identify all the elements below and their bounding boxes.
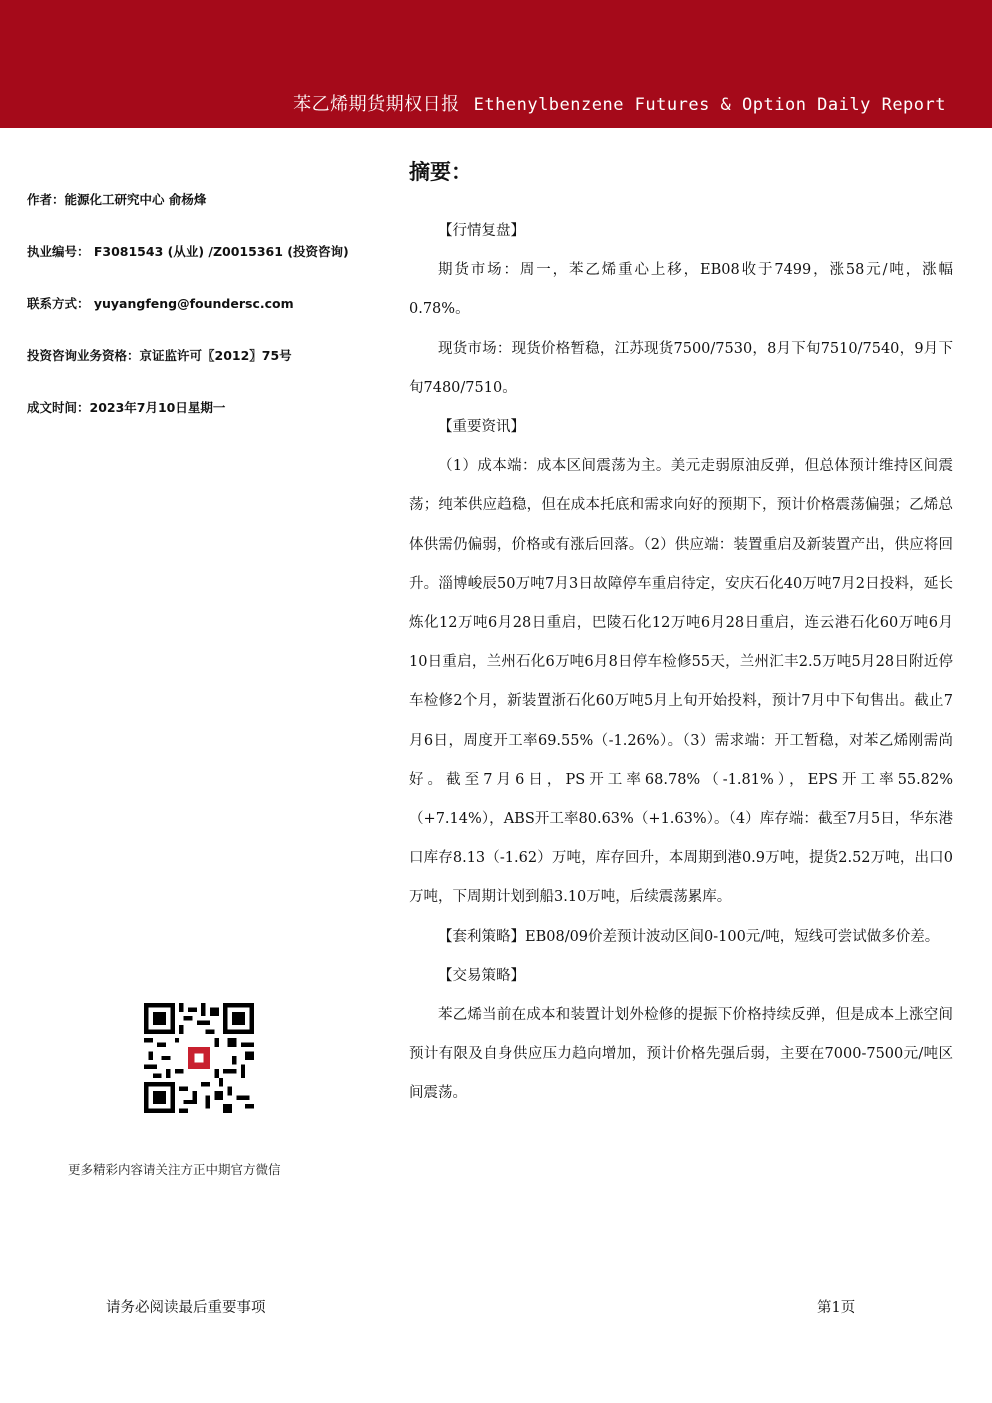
wechat-qr-code-icon [144,1003,254,1113]
report-title [293,90,946,116]
summary-body [409,212,953,1114]
qualification-line: 投资咨询业务资格：京证监许可〖2012〗75号 [27,348,292,363]
qr-caption: 更多精彩内容请关注方正中期官方微信 [68,1162,281,1177]
report-header-banner [0,0,992,128]
contact-line: 联系方式： yuyangfeng@foundersc.com [27,296,294,311]
paragraph-arbitrage-strategy: 【套利策略】EB08/09价差预计波动区间0-100元/吨，短线可尝试做多价差。 [438,928,940,945]
paragraph-trading-strategy: 苯乙烯当前在成本和装置计划外检修的提振下价格持续反弹，但是成本上涨空间预计有限及自身供应压力趋向增加，预计价格先强后弱，主要在7000-7500元/吨区间震荡。 [409,1007,953,1102]
report-title-cn: 苯乙烯期货期权日报 [293,94,460,115]
paragraph-spot-market: 现货市场：现货价格暂稳，江苏现货7500/7530，8月下旬7510/7540，9月下旬7480/7510。 [409,340,953,396]
license-line: 执业编号： F3081543 (从业) /Z0015361 (投资咨询) [27,244,349,259]
section-heading-key-news: 【重要资讯】 [438,419,525,436]
page-number: 第1页 [817,1300,856,1316]
section-heading-trading-strategy: 【交易策略】 [438,967,525,984]
date-line: 成文时间：2023年7月10日星期一 [27,400,226,415]
author-line: 作者：能源化工研究中心 俞杨烽 [27,192,207,207]
paragraph-futures-market: 期货市场：周一，苯乙烯重心上移，EB08收于7499，涨58元/吨，涨幅0.78%。 [409,262,953,318]
report-title-en: Ethenylbenzene Futures & Option Daily Report [473,95,946,115]
section-heading-market-review: 【行情复盘】 [438,223,525,239]
paragraph-key-news: （1）成本端：成本区间震荡为主。美元走弱原油反弹，但总体预计维持区间震荡；纯苯供应趋稳，但在成本托底和需求向好的预期下，预计价格震荡偏强；乙烯总体供需仍偏弱，价格或有涨后回落。（2）供应端：装置重启及新装置产出，供应将回升。淄博峻辰50万吨7月3日故障停车重启待定，安庆石化40万吨7月2日投料，延长炼化12万吨6月28日重启，巴陵石化12万吨6月28日重启，连云港石化60万吨6月10日重启，兰州石化6万吨6月8日停车检修55天，兰州汇丰2.5万吨5月28日附近停车检修2个月，新装置浙石化60万吨5月上旬开始投料，预计7月中下旬售出。截止7月6日，周度开工率69.55%（-1.26%）。（3）需求端：开工暂稳，对苯乙烯刚需尚好。截至7月6日，PS开工率68.78%（-1.81%），EPS开工率55.82%（+7.14%），ABS开工率80.63%（+1.63%）。（4）库存端：截至7月5日，华东港口库存8.13（-1.62）万吨，库存回升，本周期到港0.9万吨，提货2.52万吨，出口0万吨，下周期计划到船3.10万吨，后续震荡累库。 [409,458,953,906]
footer-notice: 请务必阅读最后重要事项 [106,1300,266,1316]
summary-title: 摘要： [409,160,472,184]
